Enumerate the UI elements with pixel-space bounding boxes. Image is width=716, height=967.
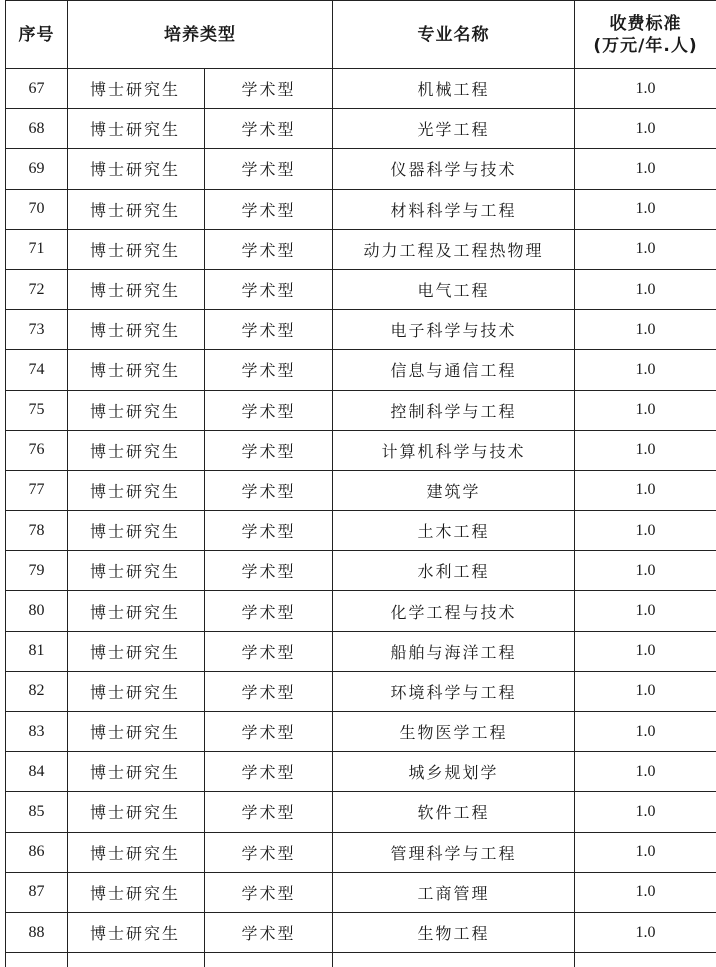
row-index-cell: 83 <box>6 712 68 752</box>
row-degree-cell: 博士研究生 <box>68 671 205 711</box>
row-major-cell: 电子科学与技术 <box>333 310 575 350</box>
table-row-partial <box>6 953 716 967</box>
table-row <box>6 872 716 912</box>
row-index-cell: 78 <box>6 511 68 551</box>
row-major-cell: 船舶与海洋工程 <box>333 631 575 671</box>
row-fee-cell: 1.0 <box>575 269 716 309</box>
row-degree-cell: 博士研究生 <box>68 511 205 551</box>
row-index-cell: 88 <box>6 912 68 952</box>
table-row <box>6 390 716 430</box>
row-degree-cell: 博士研究生 <box>68 310 205 350</box>
row-major-cell: 环境科学与工程 <box>333 671 575 711</box>
table-row <box>6 912 716 952</box>
row-type-cell: 学术型 <box>205 109 333 149</box>
header-training-type: 培养类型 <box>68 1 333 69</box>
table-row <box>6 189 716 229</box>
empty-cell <box>575 953 716 967</box>
header-fee-title: 收费标准 <box>609 13 682 34</box>
row-index-cell: 71 <box>6 229 68 269</box>
row-type-cell: 学术型 <box>205 430 333 470</box>
table-row <box>6 269 716 309</box>
row-degree-cell: 博士研究生 <box>68 149 205 189</box>
row-major-cell: 仪器科学与技术 <box>333 149 575 189</box>
empty-cell <box>6 953 68 967</box>
row-index-cell: 82 <box>6 671 68 711</box>
row-index-cell: 73 <box>6 310 68 350</box>
row-degree-cell: 博士研究生 <box>68 832 205 872</box>
table-row <box>6 792 716 832</box>
row-index-cell: 84 <box>6 752 68 792</box>
row-index-cell: 76 <box>6 430 68 470</box>
row-degree-cell: 博士研究生 <box>68 430 205 470</box>
table-row <box>6 149 716 189</box>
row-fee-cell: 1.0 <box>575 69 716 109</box>
row-index-cell: 68 <box>6 109 68 149</box>
empty-cell <box>205 953 333 967</box>
row-major-cell: 生物工程 <box>333 912 575 952</box>
row-fee-cell: 1.0 <box>575 591 716 631</box>
row-type-cell: 学术型 <box>205 752 333 792</box>
row-fee-cell: 1.0 <box>575 109 716 149</box>
row-fee-cell: 1.0 <box>575 712 716 752</box>
header-fee-unit: (万元/年.人) <box>593 35 698 56</box>
row-type-cell: 学术型 <box>205 671 333 711</box>
row-degree-cell: 博士研究生 <box>68 752 205 792</box>
empty-cell <box>68 953 205 967</box>
row-index-cell: 86 <box>6 832 68 872</box>
row-type-cell: 学术型 <box>205 69 333 109</box>
row-fee-cell: 1.0 <box>575 390 716 430</box>
row-type-cell: 学术型 <box>205 189 333 229</box>
row-fee-cell: 1.0 <box>575 551 716 591</box>
row-type-cell: 学术型 <box>205 912 333 952</box>
row-type-cell: 学术型 <box>205 872 333 912</box>
row-major-cell: 计算机科学与技术 <box>333 430 575 470</box>
table-row <box>6 551 716 591</box>
row-type-cell: 学术型 <box>205 470 333 510</box>
row-fee-cell: 1.0 <box>575 511 716 551</box>
row-index-cell: 75 <box>6 390 68 430</box>
table-row <box>6 69 716 109</box>
header-fee <box>575 1 716 69</box>
row-major-cell: 电气工程 <box>333 269 575 309</box>
row-major-cell: 水利工程 <box>333 551 575 591</box>
row-type-cell: 学术型 <box>205 551 333 591</box>
row-type-cell: 学术型 <box>205 390 333 430</box>
table-row <box>6 752 716 792</box>
row-type-cell: 学术型 <box>205 269 333 309</box>
row-degree-cell: 博士研究生 <box>68 109 205 149</box>
table-body <box>6 69 716 967</box>
row-major-cell: 机械工程 <box>333 69 575 109</box>
row-index-cell: 77 <box>6 470 68 510</box>
row-type-cell: 学术型 <box>205 511 333 551</box>
table-row <box>6 631 716 671</box>
row-degree-cell: 博士研究生 <box>68 269 205 309</box>
fee-table-page <box>5 0 716 967</box>
row-index-cell: 81 <box>6 631 68 671</box>
row-major-cell: 光学工程 <box>333 109 575 149</box>
row-fee-cell: 1.0 <box>575 752 716 792</box>
row-degree-cell: 博士研究生 <box>68 591 205 631</box>
row-major-cell: 控制科学与工程 <box>333 390 575 430</box>
row-type-cell: 学术型 <box>205 792 333 832</box>
row-major-cell: 管理科学与工程 <box>333 832 575 872</box>
row-fee-cell: 1.0 <box>575 832 716 872</box>
row-major-cell: 土木工程 <box>333 511 575 551</box>
fee-standard-table <box>5 0 716 967</box>
row-type-cell: 学术型 <box>205 229 333 269</box>
row-type-cell: 学术型 <box>205 832 333 872</box>
row-degree-cell: 博士研究生 <box>68 912 205 952</box>
row-degree-cell: 博士研究生 <box>68 69 205 109</box>
row-degree-cell: 博士研究生 <box>68 189 205 229</box>
row-index-cell: 85 <box>6 792 68 832</box>
row-degree-cell: 博士研究生 <box>68 631 205 671</box>
table-row <box>6 712 716 752</box>
row-index-cell: 80 <box>6 591 68 631</box>
row-degree-cell: 博士研究生 <box>68 872 205 912</box>
row-major-cell: 工商管理 <box>333 872 575 912</box>
row-fee-cell: 1.0 <box>575 872 716 912</box>
row-index-cell: 67 <box>6 69 68 109</box>
row-major-cell: 生物医学工程 <box>333 712 575 752</box>
row-major-cell: 动力工程及工程热物理 <box>333 229 575 269</box>
row-degree-cell: 博士研究生 <box>68 712 205 752</box>
row-major-cell: 化学工程与技术 <box>333 591 575 631</box>
row-degree-cell: 博士研究生 <box>68 792 205 832</box>
row-degree-cell: 博士研究生 <box>68 229 205 269</box>
row-type-cell: 学术型 <box>205 591 333 631</box>
row-degree-cell: 博士研究生 <box>68 470 205 510</box>
row-fee-cell: 1.0 <box>575 631 716 671</box>
table-header-row <box>6 1 716 69</box>
row-type-cell: 学术型 <box>205 712 333 752</box>
header-major: 专业名称 <box>333 1 575 69</box>
row-major-cell: 建筑学 <box>333 470 575 510</box>
row-type-cell: 学术型 <box>205 149 333 189</box>
table-row <box>6 832 716 872</box>
row-index-cell: 72 <box>6 269 68 309</box>
row-index-cell: 87 <box>6 872 68 912</box>
table-row <box>6 671 716 711</box>
empty-cell <box>333 953 575 967</box>
row-fee-cell: 1.0 <box>575 229 716 269</box>
table-row <box>6 430 716 470</box>
table-row <box>6 310 716 350</box>
row-type-cell: 学术型 <box>205 310 333 350</box>
row-degree-cell: 博士研究生 <box>68 390 205 430</box>
table-row <box>6 511 716 551</box>
row-fee-cell: 1.0 <box>575 470 716 510</box>
row-fee-cell: 1.0 <box>575 430 716 470</box>
row-major-cell: 材料科学与工程 <box>333 189 575 229</box>
table-row <box>6 229 716 269</box>
row-fee-cell: 1.0 <box>575 149 716 189</box>
row-degree-cell: 博士研究生 <box>68 551 205 591</box>
row-fee-cell: 1.0 <box>575 310 716 350</box>
table-row <box>6 591 716 631</box>
row-fee-cell: 1.0 <box>575 189 716 229</box>
row-fee-cell: 1.0 <box>575 671 716 711</box>
row-degree-cell: 博士研究生 <box>68 350 205 390</box>
row-major-cell: 软件工程 <box>333 792 575 832</box>
row-fee-cell: 1.0 <box>575 350 716 390</box>
row-index-cell: 70 <box>6 189 68 229</box>
row-type-cell: 学术型 <box>205 350 333 390</box>
row-fee-cell: 1.0 <box>575 792 716 832</box>
row-index-cell: 79 <box>6 551 68 591</box>
table-row <box>6 350 716 390</box>
row-major-cell: 信息与通信工程 <box>333 350 575 390</box>
row-type-cell: 学术型 <box>205 631 333 671</box>
row-major-cell: 城乡规划学 <box>333 752 575 792</box>
header-index: 序号 <box>6 1 68 69</box>
row-index-cell: 69 <box>6 149 68 189</box>
table-row <box>6 470 716 510</box>
row-index-cell: 74 <box>6 350 68 390</box>
table-row <box>6 109 716 149</box>
row-fee-cell: 1.0 <box>575 912 716 952</box>
